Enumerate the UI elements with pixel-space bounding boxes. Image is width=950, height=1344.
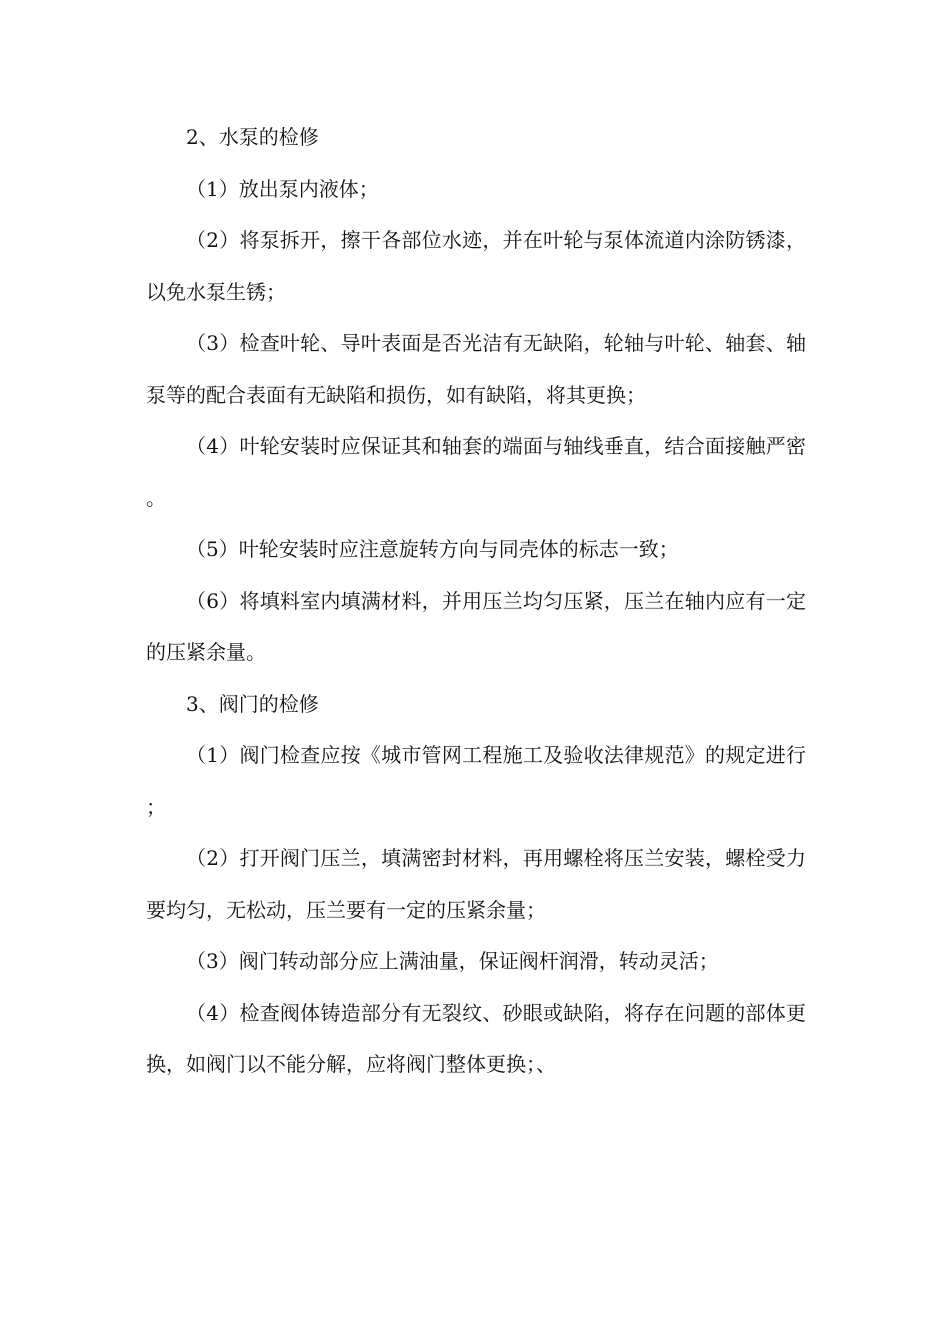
valve-step-1: （1）阀门检查应按《城市管网工程施工及验收法律规范》的规定进行；: [146, 743, 806, 819]
pump-step-6: （6）将填料室内填满材料，并用压兰均匀压紧，压兰在轴内应有一定的压紧余量。: [146, 588, 806, 664]
pump-step-5: （5）叶轮安装时应注意旋转方向与同壳体的标志一致；: [186, 537, 679, 561]
pump-step-3: （3）检查叶轮、导叶表面是否光洁有无缺陷，轮轴与叶轮、轴套、轴泵等的配合表面有无缺陷和损伤，如有缺陷，将其更换；: [146, 331, 806, 407]
valve-step-2: （2）打开阀门压兰，填满密封材料，再用螺栓将压兰安装，螺栓受力要均匀，无松动，压兰要有一定的压紧余量；: [146, 846, 806, 922]
heading-valve-maintenance: 3、阀门的检修: [186, 691, 319, 716]
pump-step-4: （4）叶轮安装时应保证其和轴套的端面与轴线垂直，结合面接触严密。: [146, 434, 806, 510]
document-body: [146, 112, 806, 1091]
pump-step-2: （2）将泵拆开，擦干各部位水迹，并在叶轮与泵体流道内涂防锈漆，以免水泵生锈；: [146, 228, 806, 304]
pump-step-1: （1）放出泵内液体；: [186, 176, 379, 201]
valve-step-3: （3）阀门转动部分应上满油量，保证阀杆润滑，转动灵活；: [186, 949, 719, 973]
heading-pump-maintenance: 2、水泵的检修: [186, 125, 319, 149]
valve-step-4: （4）检查阀体铸造部分有无裂纹、砂眼或缺陷，将存在问题的部体更换，如阀门以不能分解，应将阀门整体更换；、: [146, 1000, 806, 1076]
